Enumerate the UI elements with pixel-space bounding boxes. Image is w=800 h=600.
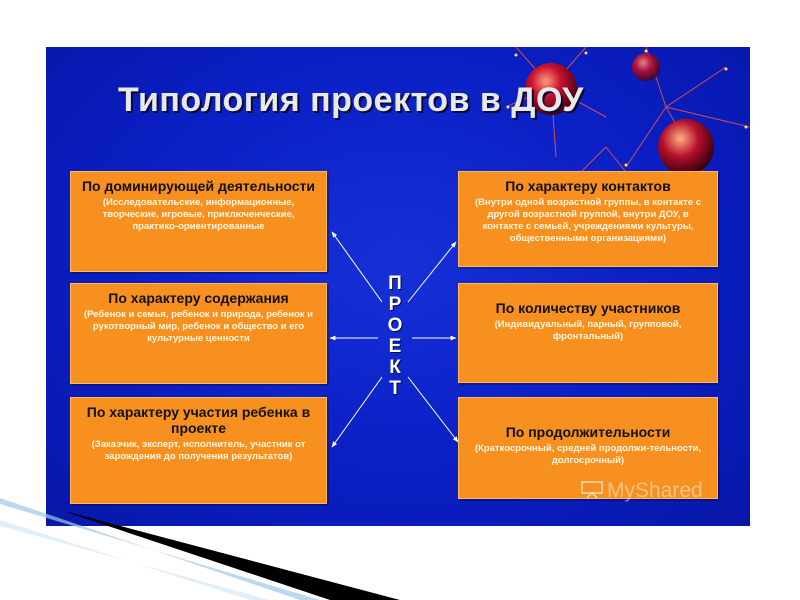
box-details: (Исследовательские, информационные, творческие, игровые, приключенческие, практико-ориентированные [102,197,295,232]
center-word-proekt [380,273,410,399]
box-details: (Заказчик, эксперт, исполнитель, участник от зарождения до получения результатов) [91,439,306,462]
watermark [581,479,703,503]
box-details: (Внутри одной возрастной группы, в контакте с другой возрастной группой, внутри ДОУ, в контакте с семьей, учреждениями культуры, общественными организациями) [475,197,701,244]
box-heading: По продолжительности [505,424,671,440]
box-participants-count [458,283,718,383]
box-contacts-character [458,171,718,267]
center-letter: О [387,315,403,336]
center-letter: Т [389,378,401,399]
center-letter: Р [388,294,402,315]
arrow-right-bot [408,377,458,442]
arrow-left-top [332,232,382,302]
box-heading: По характеру контактов [505,178,671,194]
box-content-character [70,283,327,384]
slide [46,47,750,526]
box-dominant-activity [70,171,327,272]
arrow-right-top [408,242,456,302]
corner-decoration [0,470,400,600]
box-details: (Индивидуальный, парный, групповой, фронтальный) [494,319,682,342]
box-heading: По доминирующей деятельности [81,178,316,194]
box-details: (Краткосрочный, средней продолжи-тельности, долгосрочный) [474,443,702,466]
watermark-text: MyShared [607,479,703,502]
center-letter: К [389,357,401,378]
box-heading: По количеству участников [495,300,681,316]
box-details: (Ребенок и семья, ребенок и природа, ребенок и рукотворный мир, ребенок и общество и его культурные ценности [84,309,313,344]
arrow-left-bot [332,377,382,447]
center-letter: П [388,273,402,294]
slide-title: Типология проектов в ДОУ [118,81,584,119]
box-heading: По характеру участия ребенка в проекте [86,404,311,436]
box-heading: По характеру содержания [108,290,289,306]
presentation-board-icon [581,481,603,499]
center-letter: Е [388,336,402,357]
